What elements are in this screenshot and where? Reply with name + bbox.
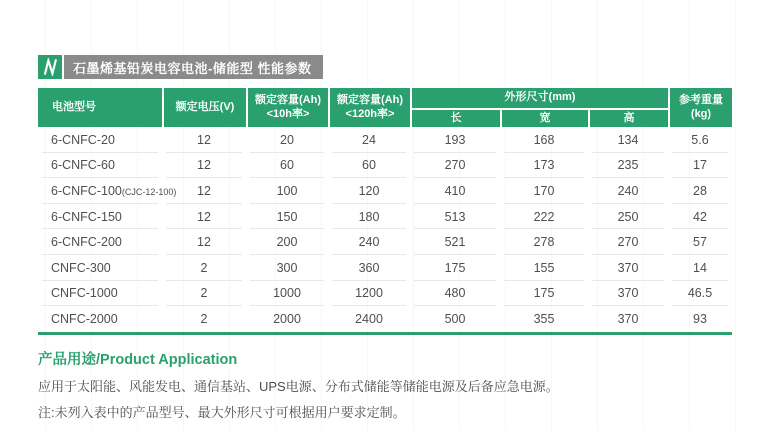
section-title-bar <box>38 55 732 79</box>
application-heading: 产品用途/Product Application <box>38 351 238 368</box>
header-length: 长 <box>410 108 500 127</box>
capacity-120h-cell: 360 <box>328 255 410 281</box>
header-battery-model: 电池型号 <box>38 88 162 127</box>
length-cell: 500 <box>444 311 466 326</box>
capacity-10h-cell: 200 <box>246 229 328 255</box>
capacity-120h-cell: 1200 <box>328 281 410 307</box>
battery-model-cell: 6-CNFC-200 <box>38 229 162 255</box>
header-capacity-10h-line2: <10h率> <box>266 107 310 120</box>
weight-cell: 17 <box>668 153 732 179</box>
header-capacity-120h-line2: <120h率> <box>345 107 395 120</box>
width-cell: 173 <box>500 153 588 179</box>
weight-cell: 14 <box>668 255 732 281</box>
spec-table-body <box>38 127 732 332</box>
capacity-10h-cell: 150 <box>246 204 328 230</box>
capacity-120h-cell: 60 <box>328 153 410 179</box>
width-cell: 278 <box>500 229 588 255</box>
weight-cell: 42 <box>668 204 732 230</box>
capacity-10h-cell: 20 <box>246 127 328 153</box>
width-cell: 175 <box>500 281 588 307</box>
weight-cell: 28 <box>668 178 732 204</box>
header-reference-weight-line1: 参考重量 <box>679 93 723 106</box>
battery-model-cell: 6-CNFC-150 <box>38 204 162 230</box>
height-cell: 270 <box>588 229 668 255</box>
table-row <box>38 255 732 281</box>
height-cell: 240 <box>588 178 668 204</box>
length-cell: 513 <box>410 204 500 230</box>
capacity-10h-cell: 100 <box>246 178 328 204</box>
length-cell: 193 <box>410 127 500 153</box>
battery-model-note: (CJC-12-100) <box>121 186 177 197</box>
table-row <box>38 204 732 230</box>
header-width: 宽 <box>500 108 588 127</box>
battery-model-cell: CNFC-300 <box>38 255 162 281</box>
lightning-n-icon <box>38 55 62 79</box>
rated-voltage-cell: 12 <box>162 127 246 153</box>
header-height: 高 <box>588 108 668 127</box>
header-reference-weight <box>668 88 732 127</box>
table-row <box>38 281 732 307</box>
table-row <box>38 153 732 179</box>
battery-model-cell: 6-CNFC-60 <box>38 153 162 179</box>
application-note: 注:未列入表中的产品型号、最大外形尺寸可根据用户要求定制。 <box>38 404 406 420</box>
width-cell: 222 <box>500 204 588 230</box>
product-application-section <box>38 348 732 423</box>
header-rated-voltage: 额定电压(V) <box>162 88 246 127</box>
table-row <box>38 306 732 332</box>
header-capacity-120h-line1: 额定容量(Ah) <box>337 93 403 106</box>
capacity-10h-cell: 60 <box>246 153 328 179</box>
header-dimensions: 外形尺寸(mm) <box>410 88 668 108</box>
capacity-120h-cell: 2400 <box>355 311 383 326</box>
length-cell: 270 <box>410 153 500 179</box>
height-cell: 370 <box>588 281 668 307</box>
capacity-120h-cell: 180 <box>328 204 410 230</box>
section-title: 石墨烯基铅炭电容电池-储能型 性能参数 <box>64 55 323 79</box>
height-cell: 250 <box>588 204 668 230</box>
capacity-10h-cell: 300 <box>246 255 328 281</box>
rated-voltage-cell: 12 <box>162 178 246 204</box>
weight-cell: 57 <box>668 229 732 255</box>
capacity-120h-cell: 240 <box>328 229 410 255</box>
page-content <box>38 55 732 429</box>
weight-cell: 93 <box>693 311 707 326</box>
length-cell: 410 <box>410 178 500 204</box>
capacity-10h-cell: 1000 <box>246 281 328 307</box>
rated-voltage-cell: 2 <box>200 311 208 326</box>
height-cell: 235 <box>588 153 668 179</box>
length-cell: 175 <box>410 255 500 281</box>
battery-model-cell: CNFC-1000 <box>38 281 162 307</box>
application-description: 应用于太阳能、风能发电、通信基站、UPS电源、分布式储能等储能电源及后备应急电源。 <box>38 378 559 394</box>
width-cell: 168 <box>500 127 588 153</box>
table-row <box>38 127 732 153</box>
spec-table-header <box>38 88 732 127</box>
width-cell: 355 <box>533 311 555 326</box>
header-capacity-120h <box>328 88 410 127</box>
capacity-10h-cell: 2000 <box>273 311 301 326</box>
rated-voltage-cell: 2 <box>162 255 246 281</box>
header-capacity-10h-line1: 额定容量(Ah) <box>255 93 321 106</box>
height-cell: 370 <box>617 311 639 326</box>
table-row <box>38 229 732 255</box>
rated-voltage-cell: 12 <box>162 153 246 179</box>
rated-voltage-cell: 12 <box>162 229 246 255</box>
width-cell: 155 <box>500 255 588 281</box>
width-cell: 170 <box>500 178 588 204</box>
length-cell: 480 <box>410 281 500 307</box>
length-cell: 521 <box>410 229 500 255</box>
capacity-120h-cell: 24 <box>328 127 410 153</box>
height-cell: 370 <box>588 255 668 281</box>
capacity-120h-cell: 120 <box>328 178 410 204</box>
battery-model-cell: 6-CNFC-100(CJC-12-100) <box>38 178 162 204</box>
battery-model-cell: CNFC-2000 <box>51 311 118 326</box>
rated-voltage-cell: 2 <box>162 281 246 307</box>
weight-cell: 5.6 <box>668 127 732 153</box>
spec-table <box>38 88 732 335</box>
height-cell: 134 <box>588 127 668 153</box>
battery-model-cell: 6-CNFC-20 <box>38 127 162 153</box>
header-reference-weight-line2: (kg) <box>690 107 712 120</box>
weight-cell: 46.5 <box>668 281 732 307</box>
rated-voltage-cell: 12 <box>162 204 246 230</box>
header-capacity-10h <box>246 88 328 127</box>
table-row <box>38 178 732 204</box>
